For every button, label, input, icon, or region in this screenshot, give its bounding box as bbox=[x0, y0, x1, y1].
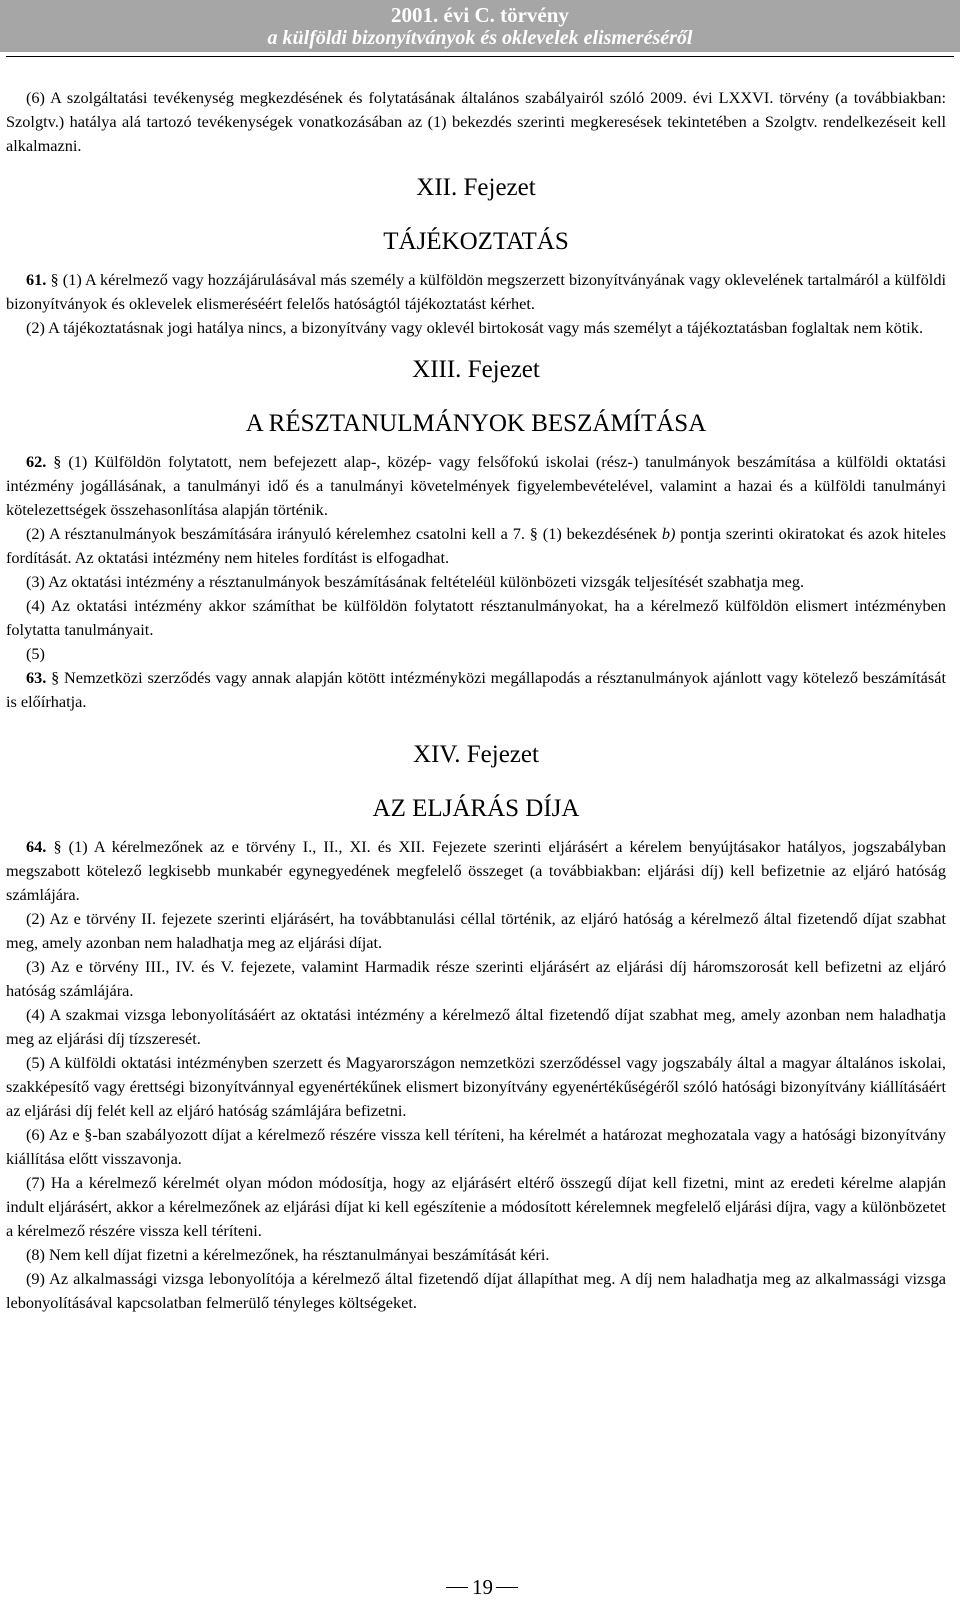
chapter-title-xii: TÁJÉKOZTATÁS bbox=[383, 228, 569, 255]
page-footer bbox=[0, 1574, 960, 1600]
section-64-p7: (7) Ha a kérelmező kérelmét olyan módon módosítja, hogy az eljárásért eltérő összegű díjat kell fizetni, mint az eredeti kérelme alapján indult eljárásért, akkor a kérelmezőnek az eljárási díjat ki kell egészítenie a módosított kérelemnek megfelelő eljárási díjra, vagy a különbözetet a kérelmező részére vissza kell téríteni. bbox=[6, 1173, 946, 1240]
section-64-p2: (2) Az e törvény II. fejezete szerinti eljárásért, ha továbbtanulási céllal történik, az eljáró hatóság a kérelmező által fizetendő díjat szabhat meg, amely azonban nem haladhatja meg az eljárási díjat. bbox=[6, 909, 946, 952]
section-number-63: 63. bbox=[26, 668, 47, 687]
page-number: 19 bbox=[472, 1575, 493, 1599]
section-64-p3: (3) Az e törvény III., IV. és V. fejezete, valamint Harmadik része szerinti eljárásért az eljárási díj háromszorosát kell befizetni az eljáró hatóság számlájára. bbox=[6, 957, 946, 1000]
chapter-heading-xii: XII. Fejezet bbox=[416, 174, 536, 201]
section-61-p1-text: § (1) A kérelmező vagy hozzájárulásával más személy a külföldön megszerzett bizonyítványának vagy oklevelének tartalmáról a külföldi bizonyítványok és oklevelek elismeréséért felelős hatóságtól tájékoztatást kérhet. bbox=[6, 270, 946, 313]
section-62-p3: (3) Az oktatási intézmény a résztanulmányok beszámításának feltételéül különbözeti vizsgák teljesítését szabhatja meg. bbox=[26, 572, 805, 591]
footer-dash-left bbox=[446, 1587, 468, 1588]
section-number-64: 64. bbox=[26, 837, 47, 856]
section-62-p1 bbox=[6, 450, 946, 522]
section-62-p2-point: b) bbox=[661, 524, 676, 543]
section-62-p2-text-c: pontja szerinti okiratokat és azok hiteles fordítását. Az oktatási intézmény nem hiteles fordítást is elfogadhat. bbox=[6, 524, 946, 567]
section-64-p4: (4) A szakmai vizsga lebonyolításáért az oktatási intézmény a kérelmező által fizetendő díjat szabhat meg, amely azonban nem haladhatja meg az eljárási díj tízszeresét. bbox=[6, 1005, 946, 1048]
section-64-p8: (8) Nem kell díjat fizetni a kérelmezőnek, ha résztanulmányai beszámítását kéri. bbox=[26, 1245, 550, 1264]
header-rule bbox=[6, 56, 954, 57]
section-number-61: 61. bbox=[26, 270, 47, 289]
chapter-heading-xiv: XIV. Fejezet bbox=[413, 741, 539, 768]
section-63-p1-text: § Nemzetközi szerződés vagy annak alapján kötött intézményközi megállapodás a résztanulmányok ajánlott vagy kötelező beszámítását is előírhatja. bbox=[6, 668, 946, 711]
section-64-p5: (5) A külföldi oktatási intézményben szerzett és Magyarországon nemzetközi szerződéssel vagy jogszabály által a magyar általános iskolai, szakképesítő vagy érettségi bizonyítvánnyal egyenértékűnek elismert bizonyítvány egyenértékűségéről szóló hatósági bizonyítvány kiállításáért az eljárási díj felét kell az eljáró hatóság számlájára befizetni. bbox=[6, 1053, 946, 1120]
section-62-p2-text-a: (2) A résztanulmányok beszámítására irányuló kérelemhez csatolni kell a 7. § (1) bekezdésének bbox=[26, 524, 662, 543]
section-64-p9: (9) Az alkalmassági vizsga lebonyolítója a kérelmező által fizetendő díjat állapíthat meg. A díj nem haladhatja meg az alkalmassági vizsga lebonyolításával kapcsolatban felmerülő tényleges költségeket. bbox=[6, 1269, 946, 1312]
section-62-p1-text: § (1) Külföldön folytatott, nem befejezett alap-, közép- vagy felsőfokú iskolai (rész-) tanulmányok beszámítása a külföldi oktatási intézmény jogállásának, a tanulmányi idő és a tanulmányi követelmények figyelembevételével, valamint a hazai és a külföldi tanulmányi kötelezettségek összehasonlítása alapján történik. bbox=[6, 452, 946, 519]
section-64-p1 bbox=[6, 835, 946, 907]
section-64-p6: (6) Az e §-ban szabályozott díjat a kérelmező részére vissza kell téríteni, ha kérelmét a határozat meghozatala vagy a hatósági bizonyítvány kiállítása előtt visszavonja. bbox=[6, 1125, 946, 1168]
chapter-heading-xiii: XIII. Fejezet bbox=[412, 356, 540, 383]
header-law-title: 2001. évi C. törvény bbox=[391, 3, 569, 27]
section-number-62: 62. bbox=[26, 452, 47, 471]
section-62-p4: (4) Az oktatási intézmény akkor számíthat be külföldön folytatott résztanulmányokat, ha a kérelmező külföldön elismert intézményben folytatta tanulmányait. bbox=[6, 596, 946, 639]
chapter-title-xiv: AZ ELJÁRÁS DÍJA bbox=[372, 795, 580, 822]
section-61-p1 bbox=[6, 268, 946, 316]
paragraph-intro: (6) A szolgáltatási tevékenység megkezdésének és folytatásának általános szabályairól szóló 2009. évi LXXVI. törvény (a továbbiakban: Szolgtv.) hatálya alá tartozó tevékenységek vonatkozásában az (1) bekezdés szerinti megkeresések tekintetében a Szolgtv. rendelkezéseit kell alkalmazni. bbox=[6, 88, 946, 155]
section-63-p1 bbox=[6, 666, 946, 714]
section-64-p1-text: § (1) A kérelmezőnek az e törvény I., II., XI. és XII. Fejezete szerinti eljárásért a kérelem benyújtásakor hatályos, jogszabályban megszabott kötelező legkisebb munkabér egynegyedének megfelelő összeget (a továbbiakban: eljárási díj) kell befizetnie az eljáró hatóság számlájára. bbox=[6, 837, 946, 904]
running-header bbox=[0, 0, 960, 52]
footer-dash-right bbox=[496, 1587, 518, 1588]
section-62-p2 bbox=[6, 522, 946, 570]
section-61-p2: (2) A tájékoztatásnak jogi hatálya nincs, a bizonyítvány vagy oklevél birtokosát vagy más személyt a tájékoztatásban foglaltak nem kötik. bbox=[26, 318, 924, 337]
section-62-p5: (5) bbox=[26, 644, 45, 663]
chapter-title-xiii: A RÉSZTANULMÁNYOK BESZÁMÍTÁSA bbox=[245, 410, 707, 437]
header-law-subtitle: a külföldi bizonyítványok és oklevelek elismeréséről bbox=[267, 27, 693, 49]
page-body bbox=[6, 86, 946, 1315]
